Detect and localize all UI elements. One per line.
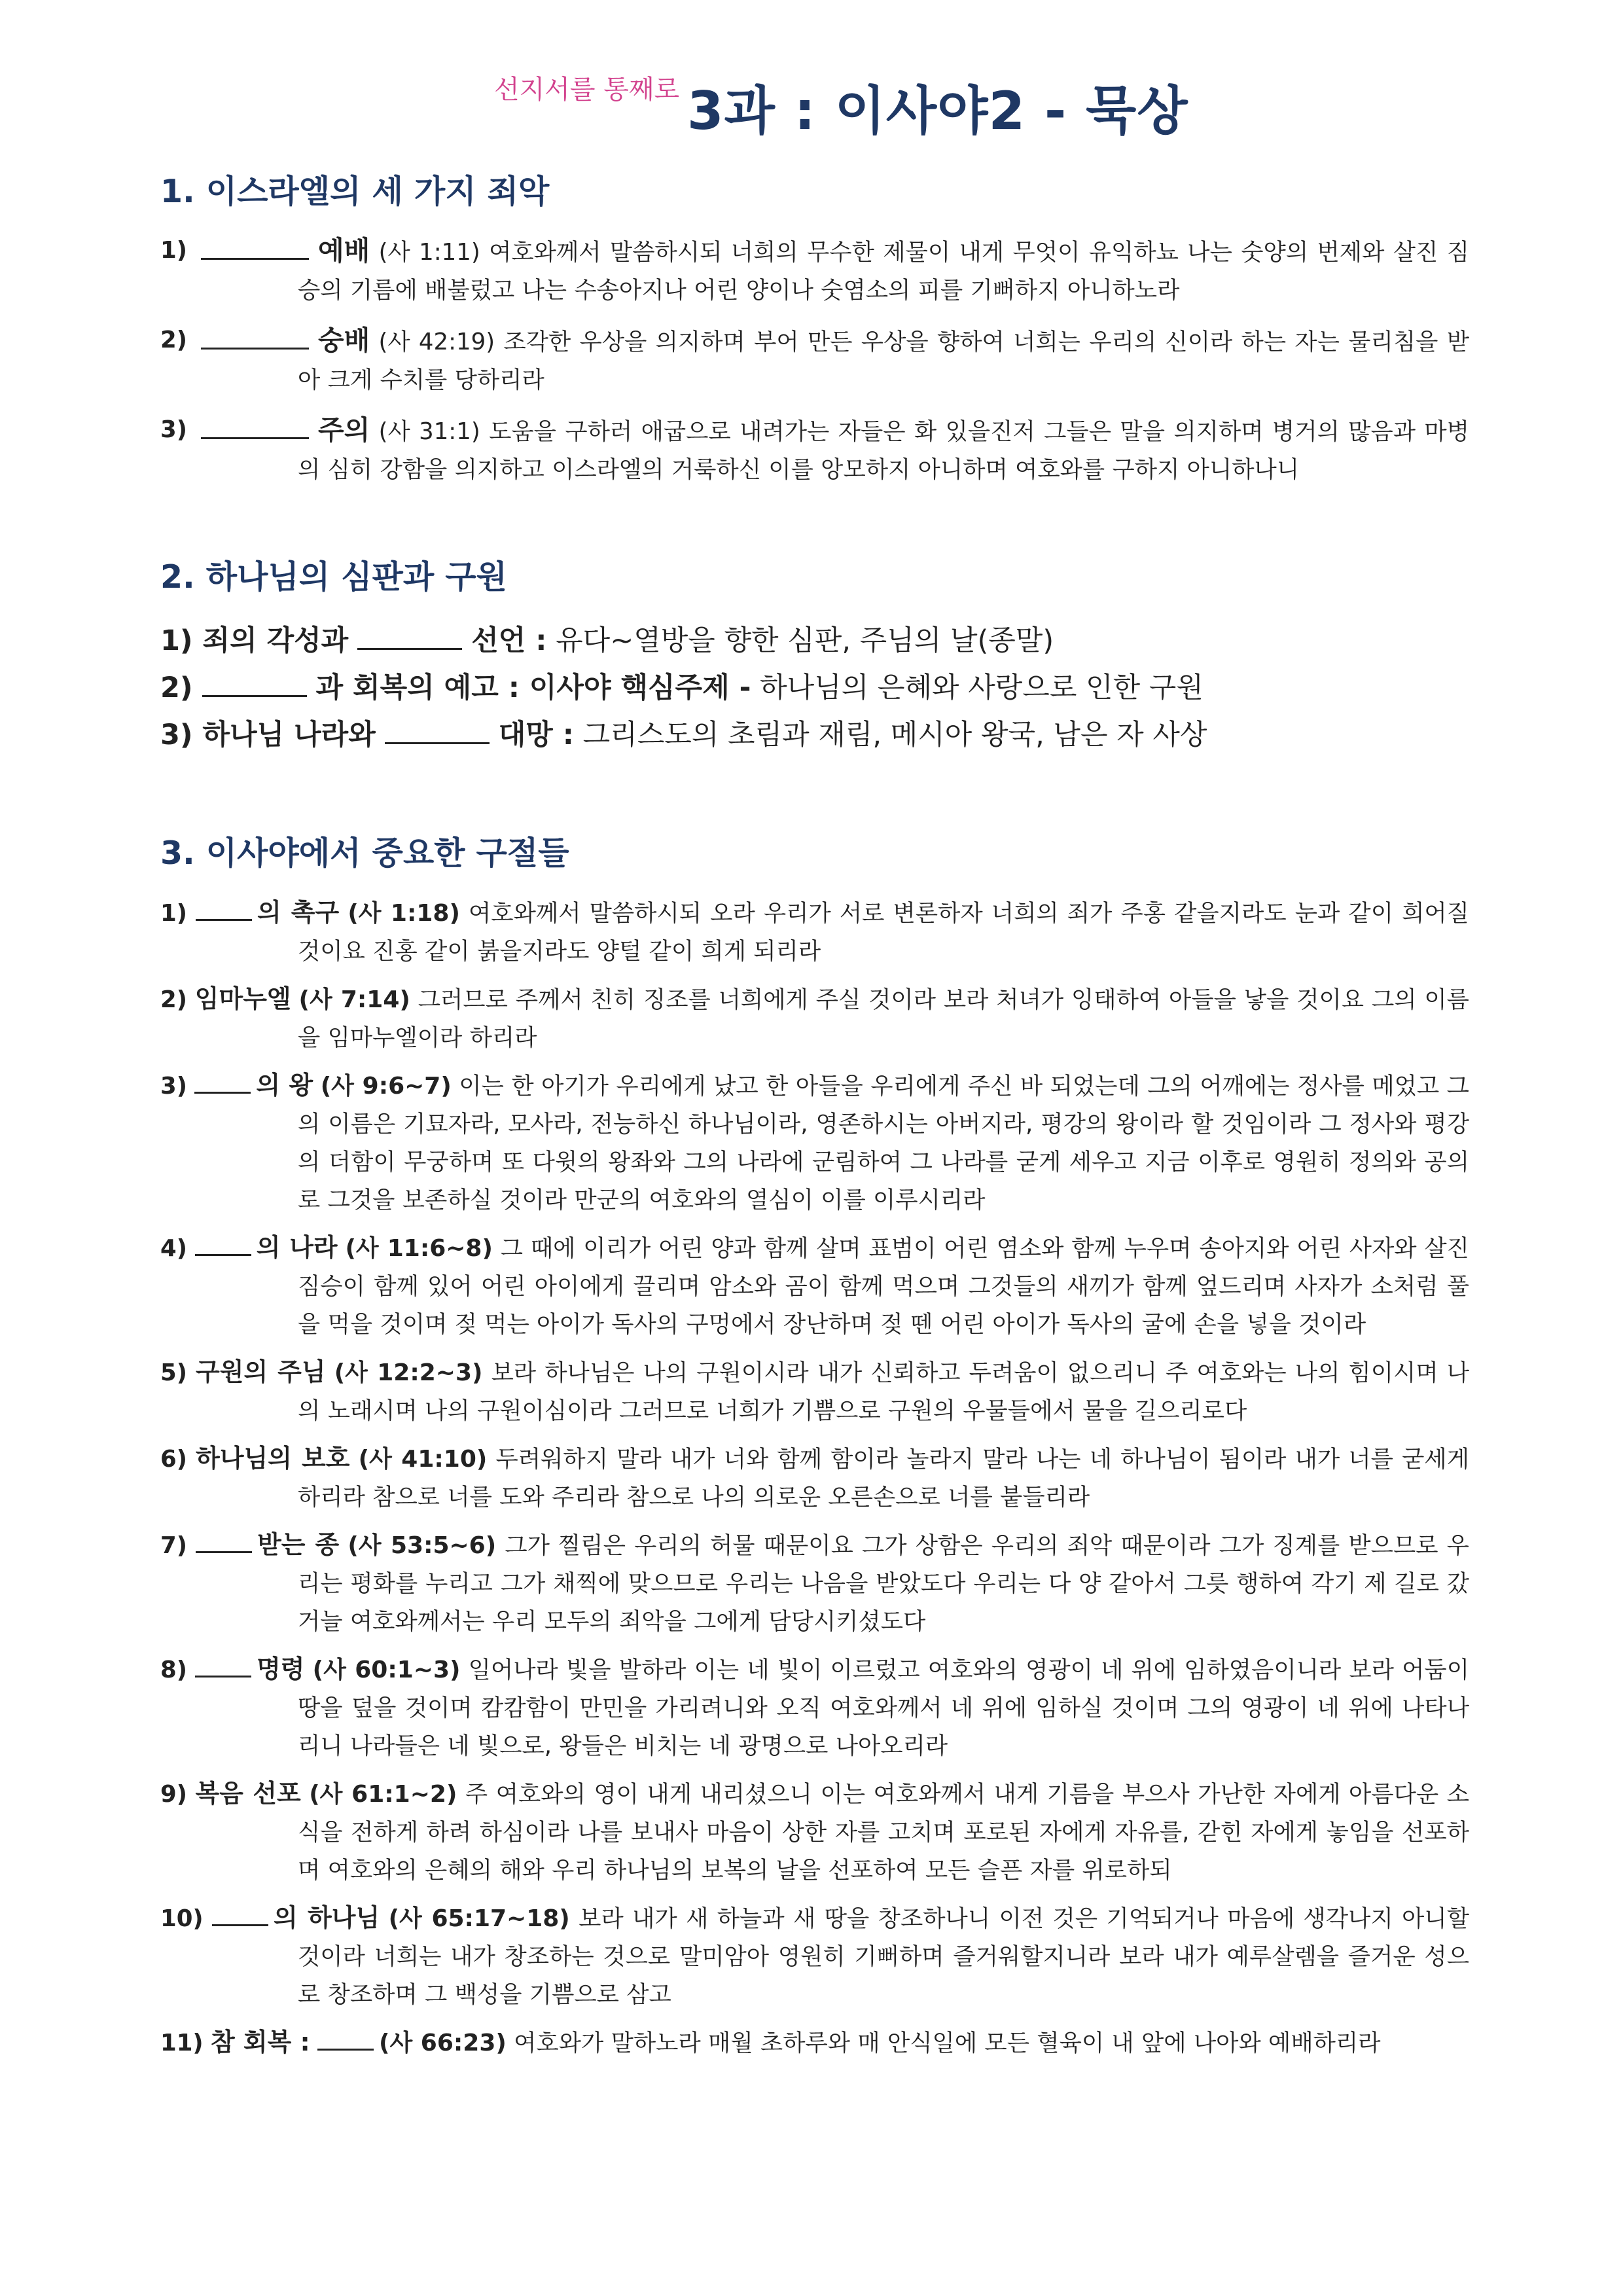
item-prefix: 1) 죄의 각성과	[160, 624, 349, 657]
item-number: 9)	[160, 1781, 187, 1808]
verse-text: 여호와가 말하노라 매월 초하루와 매 안식일에 모든 혈육이 내 앞에 나아와 예배하리라	[514, 2030, 1381, 2056]
section-heading: 3. 이사야에서 중요한 구절들	[160, 834, 569, 872]
verse-topic: 구원의 주님	[196, 1357, 326, 1386]
verse-lead	[160, 986, 418, 1013]
verse-text: 보라 내가 새 하늘과 새 땅을 창조하나니 이전 것은 기억되거나 마음에 생각나지 아니할 것이라 너희는 내가 창조하는 것으로 말미암아 영원히 기뻐하며 즐거워할지니라 보라 내가 예루살렘을 즐거운 성으로 창조하며 그 백성을 기쁨으로 삼고	[298, 1905, 1469, 2008]
verse-reference: (사 1:18)	[348, 900, 460, 927]
verse-item	[160, 1899, 1469, 2014]
fill-blank[interactable]	[195, 1653, 251, 1677]
section-heading: 2. 하나님의 심판과 구원	[160, 558, 507, 596]
verse-reference: (사 41:10)	[358, 1446, 488, 1473]
item-number: 2)	[160, 327, 187, 353]
fill-blank[interactable]	[212, 1902, 268, 1926]
list-item	[160, 617, 1469, 664]
item-number: 8)	[160, 1657, 187, 1683]
item-text: 하나님의 은혜와 사랑으로 인한 구원	[760, 672, 1204, 704]
verse-lead	[160, 1532, 505, 1559]
verse-text: 이는 한 아기가 우리에게 났고 한 아들을 우리에게 주신 바 되었는데 그의 어깨에는 정사를 메었고 그의 이름은 기묘자라, 모사라, 전능하신 하나님이라, 영존하시는 아버지라, 평강의 왕이라 할 것임이라 그 정사와 평강의 더함이 무궁하며 또 다윗의 왕좌와 그의 나라에 군림하여 그 나라를 굳게 세우고 지금 이후로 영원히 정의와 공의로 그것을 보존하실 것이라 만군의 여호와의 열심이 이를 이루시리라	[298, 1073, 1469, 1213]
section-heading: 1. 이스라엘의 세 가지 죄악	[160, 173, 550, 210]
item-number: 7)	[160, 1532, 187, 1559]
item-label: 숭배	[318, 325, 370, 356]
verse-text: 그러므로 주께서 친히 징조를 너희에게 주실 것이라 보라 처녀가 잉태하여 아들을 낳을 것이요 그의 이름을 임마누엘이라 하리라	[298, 986, 1469, 1051]
verse-item	[160, 2023, 1469, 2062]
list-item	[160, 321, 1469, 399]
page-header	[0, 62, 1623, 141]
verse-lead	[160, 2030, 514, 2056]
verse-lead	[160, 900, 469, 927]
list-item	[160, 711, 1469, 759]
verse-reference: (사 11:6~8)	[345, 1235, 493, 1262]
verse-item	[160, 1526, 1469, 1641]
verse-lead	[160, 1073, 459, 1100]
fill-blank[interactable]	[196, 897, 252, 921]
item-number: 5)	[160, 1359, 187, 1386]
fill-blank[interactable]	[317, 2026, 374, 2051]
fill-blank[interactable]	[201, 234, 309, 260]
fill-blank[interactable]	[357, 623, 462, 650]
verse-reference: (사 53:5~6)	[348, 1532, 497, 1559]
item-text: 유다~열방을 향한 심판, 주님의 날(종말)	[556, 624, 1054, 657]
verse-topic: 받는 종	[257, 1530, 340, 1559]
verse-lead	[160, 1446, 496, 1473]
verse-list	[160, 893, 1469, 2062]
fill-blank[interactable]	[201, 414, 309, 439]
verse-topic: 임마누엘	[194, 984, 291, 1013]
item-prefix: 3) 하나님 나라와	[160, 719, 376, 751]
verse-topic: 하나님의 보호	[196, 1444, 350, 1473]
verse-lead	[160, 1781, 465, 1808]
verse-topic: 의 촉구	[257, 898, 340, 927]
section-key-verses	[160, 831, 1469, 2062]
verse-item	[160, 1650, 1469, 1765]
item-text: (사 1:11) 여호와께서 말씀하시되 너희의 무수한 제물이 내게 무엇이 유익하뇨 나는 숫양의 번제와 살진 짐승의 기름에 배불렀고 나는 수송아지나 어린 양이나 숫염소의 피를 기뻐하지 아니하노라	[298, 239, 1470, 304]
fill-blank[interactable]	[194, 1069, 251, 1094]
list-item	[160, 232, 1469, 310]
item-text: (사 31:1) 도움을 구하러 애굽으로 내려가는 자들은 화 있을진저 그들은 말을 의지하며 병거의 많음과 마병의 심히 강함을 의지하고 이스라엘의 거룩하신 이를 앙모하지 아니하며 여호와를 구하지 아니하나니	[298, 418, 1470, 483]
item-number: 1)	[160, 237, 187, 264]
verse-lead	[160, 1235, 501, 1262]
fill-blank[interactable]	[195, 1232, 251, 1256]
verse-lead	[160, 1657, 469, 1683]
verse-item	[160, 980, 1469, 1057]
verse-reference: (사 61:1~2)	[309, 1781, 457, 1808]
list-item	[160, 411, 1469, 489]
verse-reference: (사 12:2~3)	[334, 1359, 483, 1386]
verse-item	[160, 1439, 1469, 1516]
verse-item	[160, 1066, 1469, 1219]
item-bold-label: 과 회복의 예고 : 이사야 핵심주제 -	[315, 672, 751, 704]
verse-reference: (사 60:1~3)	[312, 1657, 461, 1683]
item-label: 주의	[318, 414, 370, 446]
item-bold-label: 선언 :	[471, 624, 547, 657]
verse-reference: (사 7:14)	[298, 986, 410, 1013]
verse-lead	[160, 1359, 491, 1386]
item-text: (사 42:19) 조각한 우상을 의지하며 부어 만든 우상을 향하여 너희는 우리의 신이라 하는 자는 물리침을 받아 크게 수치를 당하리라	[298, 329, 1469, 393]
fill-blank[interactable]	[385, 717, 490, 744]
item-label: 예배	[318, 235, 370, 266]
verse-text: 보라 하나님은 나의 구원이시라 내가 신뢰하고 두려움이 없으리니 주 여호와는 나의 힘이시며 나의 노래시며 나의 구원이심이라 그러므로 너희가 기쁨으로 구원의 우물들에서 물을 길으리로다	[298, 1359, 1469, 1424]
verse-text: 그 때에 이리가 어린 양과 함께 살며 표범이 어린 염소와 함께 누우며 송아지와 어린 사자와 살진 짐승이 함께 있어 어린 아이에게 끌리며 암소와 곰이 함께 먹으며 그것들의 새끼가 함께 엎드리며 사자가 소처럼 풀을 먹을 것이며 젖 먹는 아이가 독사의 구멍에서 장난하며 젖 뗀 어린 아이가 독사의 굴에 손을 넣을 것이라	[298, 1235, 1469, 1338]
page-title: 3과 : 이사야2 - 묵상	[687, 81, 1188, 141]
item-number: 3)	[160, 416, 187, 443]
item-number: 11)	[160, 2030, 204, 2056]
verse-item	[160, 1774, 1469, 1890]
item-number: 3)	[160, 1073, 187, 1100]
verse-topic: 참 회복 :	[210, 2028, 310, 2056]
item-number: 6)	[160, 1446, 187, 1473]
item-text: 그리스도의 초림과 재림, 메시아 왕국, 남은 자 사상	[582, 719, 1207, 751]
verse-item	[160, 893, 1469, 971]
verse-reference: (사 9:6~7)	[320, 1073, 452, 1100]
verse-text: 여호와께서 말씀하시되 오라 우리가 서로 변론하자 너희의 죄가 주홍 같을지라도 눈과 같이 희어질 것이요 진홍 같이 붉을지라도 양털 같이 희게 되리라	[298, 900, 1469, 965]
section-judgment-salvation	[160, 554, 1469, 759]
verse-topic: 명령	[257, 1655, 305, 1683]
worksheet-content	[160, 169, 1469, 2121]
verse-text: 주 여호와의 영이 내게 내리셨으니 이는 여호와께서 내게 기름을 부으사 가난한 자에게 아름다운 소식을 전하게 하려 하심이라 나를 보내사 마음이 상한 자를 고치며 포로된 자에게 자유를, 갇힌 자에게 놓임을 선포하며 여호와의 은혜의 해와 우리 하나님의 보복의 날을 선포하여 모든 슬픈 자를 위로하되	[298, 1781, 1469, 1884]
series-subtitle: 선지서를 통째로	[494, 75, 680, 105]
verse-reference: (사 65:17~18)	[388, 1905, 570, 1932]
item-bold-label: 대망 :	[498, 719, 574, 751]
list-item	[160, 664, 1469, 711]
fill-blank[interactable]	[202, 670, 307, 697]
item-number: 10)	[160, 1905, 204, 1932]
verse-text: 두려워하지 말라 내가 너와 함께 함이라 놀라지 말라 나는 네 하나님이 됨이라 내가 너를 굳세게 하리라 참으로 너를 도와 주리라 참으로 나의 의로운 오른손으로 너를 붙들리라	[298, 1446, 1469, 1511]
verse-topic: 복음 선포	[195, 1779, 301, 1808]
item-number: 2)	[160, 986, 187, 1013]
item-prefix: 2)	[160, 672, 193, 704]
verse-text: 일어나라 빛을 발하라 이는 네 빛이 이르렀고 여호와의 영광이 네 위에 임하였음이니라 보라 어둠이 땅을 덮을 것이며 캄캄함이 만민을 가리려니와 오직 여호와께서 네 위에 임하실 것이며 그의 영광이 네 위에 나타나리니 나라들은 네 빛으로, 왕들은 비치는 네 광명으로 나아오리라	[298, 1657, 1469, 1759]
fill-blank[interactable]	[196, 1529, 252, 1553]
item-number: 4)	[160, 1235, 187, 1262]
verse-lead	[160, 1905, 579, 1932]
section-three-sins	[160, 169, 1469, 489]
verse-item	[160, 1353, 1469, 1430]
verse-text: 그가 찔림은 우리의 허물 때문이요 그가 상함은 우리의 죄악 때문이라 그가 징계를 받으므로 우리는 평화를 누리고 그가 채찍에 맞으므로 우리는 나음을 받았도다 우리는 다 양 같아서 그릇 행하여 각기 제 길로 갔거늘 여호와께서는 우리 모두의 죄악을 그에게 담당시키셨도다	[298, 1532, 1469, 1635]
verse-reference: (사 66:23)	[379, 2030, 507, 2056]
verse-topic: 의 하나님	[274, 1903, 380, 1932]
verse-topic: 의 왕	[256, 1071, 313, 1100]
verse-topic: 의 나라	[256, 1233, 338, 1262]
item-number: 1)	[160, 900, 187, 927]
fill-blank[interactable]	[201, 324, 309, 350]
verse-item	[160, 1229, 1469, 1344]
